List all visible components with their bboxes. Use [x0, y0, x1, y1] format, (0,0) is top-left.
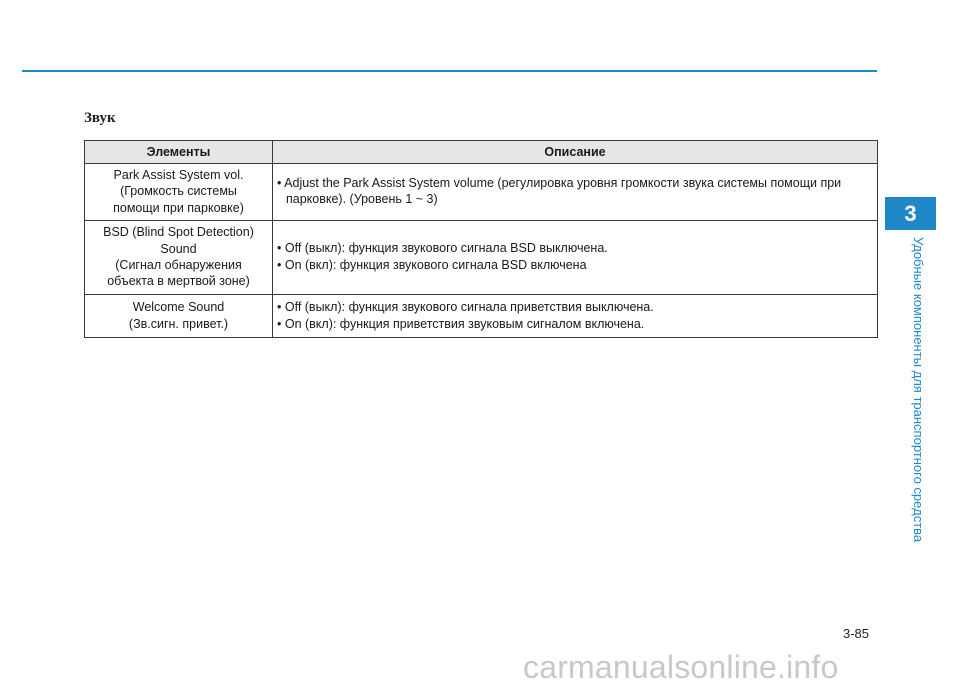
description-cell: [273, 294, 878, 338]
header-elements: Элементы: [85, 141, 273, 164]
element-cell: [85, 294, 273, 338]
element-name: объекта в мертвой зоне): [107, 274, 250, 288]
description-bullet: • On (вкл): функция приветствия звуковым сигналом включена.: [277, 317, 645, 331]
top-rule: [22, 70, 877, 72]
element-cell: [85, 164, 273, 221]
element-name: помощи при парковке): [113, 200, 244, 215]
table-header-row: [85, 141, 878, 164]
sound-settings-table: [84, 140, 878, 338]
element-name: BSD (Blind Spot Detection): [103, 225, 254, 240]
table-row: [85, 164, 878, 221]
page-number: 3-85: [843, 626, 870, 641]
description-bullet: • Off (выкл): функция звукового сигнала BSD выключена.: [277, 241, 608, 255]
section-title: Звук: [84, 110, 116, 126]
element-name: (Зв.сигн. привет.): [128, 316, 229, 331]
description-bullet: • Adjust the Park Assist System volume (регулировка уровня громкости звука системы помощи при парковке). (Уровень 1 ~ 3): [277, 176, 842, 207]
description-bullet: • On (вкл): функция звукового сигнала BSD включена: [277, 258, 587, 273]
element-cell: [85, 220, 273, 294]
table-row: [85, 294, 878, 338]
element-name: (Сигнал обнаружения: [115, 257, 242, 272]
watermark: carmanualsonline.info: [523, 649, 839, 685]
element-name: Welcome Sound: [132, 300, 225, 315]
description-cell: [273, 220, 878, 294]
element-name: Sound: [160, 241, 197, 256]
header-description: Описание: [273, 141, 878, 164]
chapter-number-tab: 3: [885, 197, 936, 230]
element-name: Park Assist System vol.: [113, 168, 244, 182]
table-row: [85, 220, 878, 294]
description-bullet: • Off (выкл): функция звукового сигнала приветствия выключена.: [277, 299, 654, 314]
description-cell: [273, 164, 878, 221]
chapter-title: Удобные компоненты для транспортного средства: [911, 237, 926, 543]
element-name: (Громкость системы: [120, 184, 237, 199]
